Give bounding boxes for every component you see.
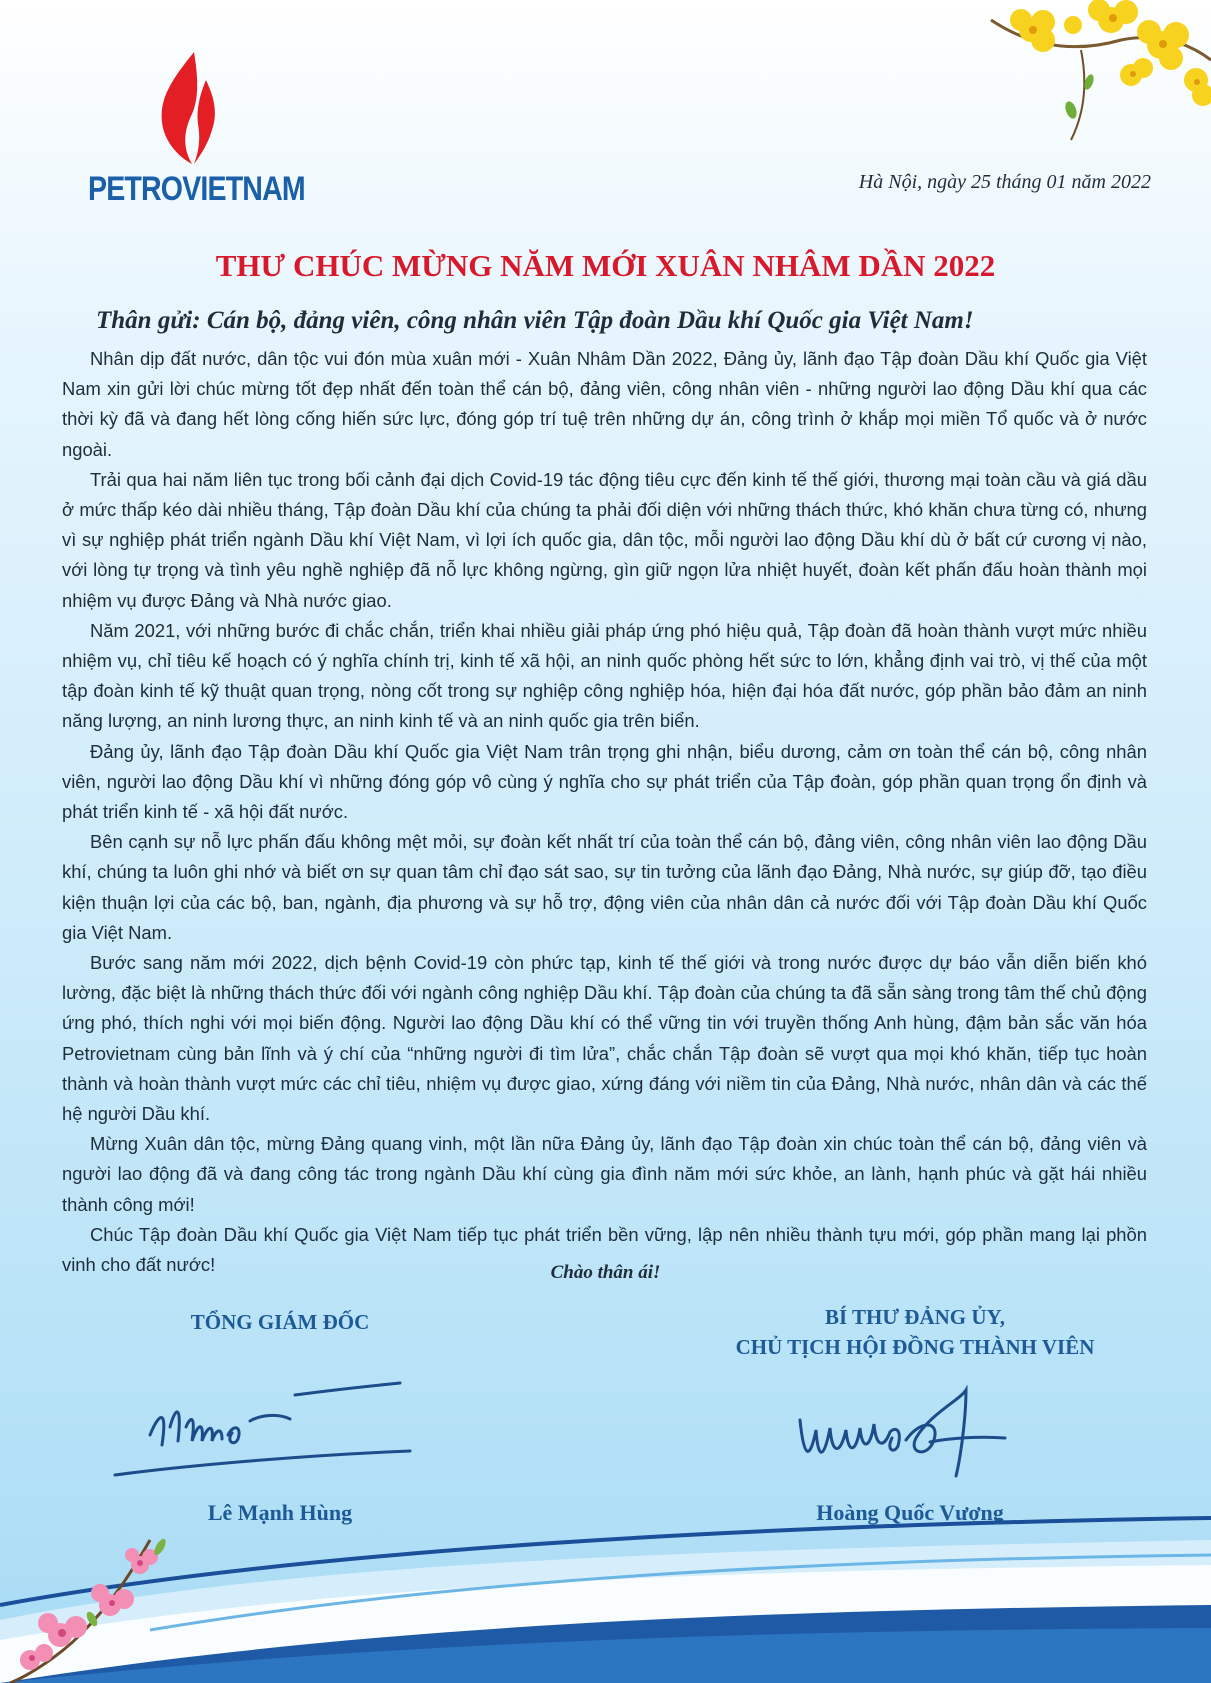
right-title-line2: CHỦ TỊCH HỘI ĐỒNG THÀNH VIÊN bbox=[735, 1335, 1095, 1359]
right-title-line1: BÍ THƯ ĐẢNG ỦY, bbox=[824, 1305, 1006, 1329]
paragraph: Bên cạnh sự nỗ lực phấn đấu không mệt mỏi, sự đoàn kết nhất trí của toàn thể cán bộ, đảng viên, công nhân viên lao động Dầu khí, chúng ta luôn ghi nhớ và biết ơn sự quan tâm chỉ đạo sát sao, sự tin tưởng của lãnh đạo Đảng, Nhà nước, sự giúp đỡ, tạo điều kiện thuận lợi của các bộ, ban, ngành, địa phương và sự hỗ trợ, động viên của nhân dân cả nước đối với Tập đoàn Dầu khí Quốc gia Việt Nam. bbox=[62, 831, 1147, 943]
logo-wordmark: PETROVIETNAM bbox=[88, 170, 305, 208]
paragraph: Mừng Xuân dân tộc, mừng Đảng quang vinh, một lần nữa Đảng ủy, lãnh đạo Tập đoàn xin chúc toàn thể cán bộ, đảng viên và người lao động đã và đang công tác trong ngành Dầu khí cùng gia đình năm mới sức khỏe, an lành, hạnh phúc và gặt hái nhiều thành công mới! bbox=[62, 1133, 1147, 1215]
date-line: Hà Nội, ngày 25 tháng 01 năm 2022 bbox=[858, 171, 1151, 193]
paragraph: Năm 2021, với những bước đi chắc chắn, triển khai nhiều giải pháp ứng phó hiệu quả, Tập đoàn đã hoàn thành vượt mức nhiều nhiệm vụ, chỉ tiêu kế hoạch có ý nghĩa chính trị, kinh tế xã hội, an ninh quốc phòng hết sức to lớn, khẳng định vai trò, vị thế của một tập đoàn kinh tế kỹ thuật quan trọng, nòng cốt trong sự nghiệp công nghiệp hóa, hiện đại hóa đất nước, góp phần bảo đảm an ninh năng lượng, an ninh lương thực, an ninh kinh tế và an ninh quốc gia trên biển. bbox=[62, 619, 1147, 732]
paragraph: Đảng ủy, lãnh đạo Tập đoàn Dầu khí Quốc gia Việt Nam trân trọng ghi nhận, biểu dương, cảm ơn toàn thể cán bộ, công nhân viên, người lao động Dầu khí vì những đóng góp vô cùng ý nghĩa cho sự phát triển của Tập đoàn, góp phần quan trọng ổn định và phát triển kinh tế - xã hội đất nước. bbox=[62, 740, 1147, 823]
left-signatory-title: TỔNG GIÁM ĐỐC bbox=[190, 1310, 370, 1334]
closing-line: Chào thân ái! bbox=[550, 1262, 661, 1283]
flame-icon bbox=[154, 52, 224, 167]
letter-title: THƯ CHÚC MỪNG NĂM MỚI XUÂN NHÂM DẦN 2022 bbox=[215, 248, 996, 283]
peach-blossom-decoration bbox=[0, 1535, 200, 1683]
letter-body bbox=[62, 344, 1147, 1280]
petrovietnam-logo bbox=[88, 52, 305, 208]
paragraph: Trải qua hai năm liên tục trong bối cảnh đại dịch Covid-19 tác động tiêu cực đến kinh tế thế giới, thương mại toàn cầu và giá dầu ở mức thấp kéo dài nhiều tháng, Tập đoàn Dầu khí của chúng ta phải đối diện với những thách thức, khó khăn chưa từng có, nhưng vì sự nghiệp phát triển ngành Dầu khí Việt Nam, vì lợi ích quốc gia, dân tộc, mỗi người lao động Dầu khí dù ở bất cứ cương vị nào, với lòng tự trọng và tình yêu nghề nghiệp đã nỗ lực không ngừng, gìn giữ ngọn lửa nhiệt huyết, đoàn kết phấn đấu hoàn thành mọi nhiệm vụ được Đảng và Nhà nước giao. bbox=[62, 468, 1147, 611]
paragraph: Chúc Tập đoàn Dầu khí Quốc gia Việt Nam tiếp tục phát triển bền vững, lập nên nhiều thành tựu mới, góp phần mang lại phồn vinh cho đất nước! bbox=[62, 1223, 1147, 1276]
left-signature bbox=[110, 1365, 440, 1485]
apricot-blossom-decoration bbox=[971, 0, 1211, 160]
right-signatory-title bbox=[680, 1302, 1150, 1362]
right-signature bbox=[790, 1380, 1040, 1490]
right-signatory-name: Hoàng Quốc Vượng bbox=[816, 1500, 1004, 1525]
paragraph: Bước sang năm mới 2022, dịch bệnh Covid-19 còn phức tạp, kinh tế thế giới và trong nước được dự báo vẫn diễn biến khó lường, đặc biệt là những thách thức đối với ngành công nghiệp Dầu khí. Tập đoàn của chúng ta đã sẵn sàng trong tâm thế chủ động ứng phó, thích nghi với mọi biến động. Người lao động Dầu khí có thể vững tin với truyền thống Anh hùng, đậm bản sắc văn hóa Petrovietnam cùng bản lĩnh và ý chí của “những người đi tìm lửa”, chắc chắn Tập đoàn sẽ vượt qua mọi khó khăn, tiếp tục hoàn thành và hoàn thành vượt mức các chỉ tiêu, nhiệm vụ được giao, xứng đáng với niềm tin của Đảng, Nhà nước, nhân dân và các thế hệ người Dầu khí. bbox=[62, 952, 1147, 1125]
left-signatory-name: Lê Mạnh Hùng bbox=[207, 1500, 353, 1525]
letter-greeting: Thân gửi: Cán bộ, đảng viên, công nhân viên Tập đoàn Dầu khí Quốc gia Việt Nam! bbox=[96, 307, 974, 334]
paragraph: Nhân dịp đất nước, dân tộc vui đón mùa xuân mới - Xuân Nhâm Dần 2022, Đảng ủy, lãnh đạo Tập đoàn Dầu khí Quốc gia Việt Nam xin gửi lời chúc mừng tốt đẹp nhất đến toàn thể cán bộ, đảng viên, công nhân viên - những người lao động Dầu khí qua các thời kỳ đã và đang hết lòng cống hiến sức lực, đóng góp trí tuệ trên những dự án, công trình ở khắp mọi miền Tổ quốc và ở nước ngoài. bbox=[62, 348, 1147, 460]
